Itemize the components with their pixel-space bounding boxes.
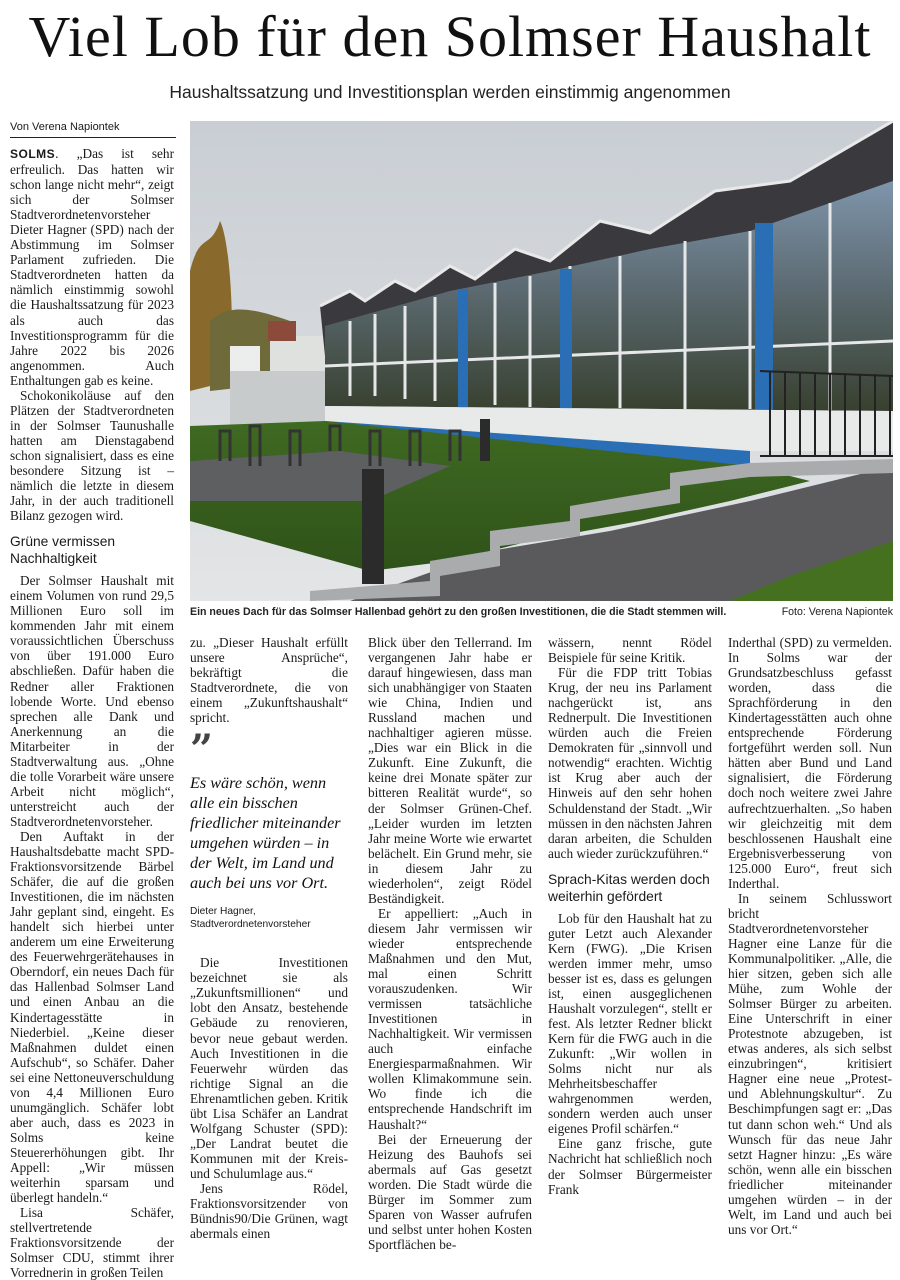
paragraph: wässern, nennt Rödel Beispiele für seine Kritik.: [548, 635, 712, 666]
photo-credit: Foto: Verena Napiontek: [781, 606, 893, 618]
paragraph: Er appelliert: „Auch in diesem Jahr vermissen wir wieder entsprechende Maßnahmen und den Mut, mal einen Schritt vorauszudenken. Wir vermissen tatsächliche Investitionen in Nachhaltigkeit. Wir vermissen auch einfache Energiesparmaßnahmen. Wir wollen Klimakommune sein. Wo finde ich die entsprechende Handschrift im Haushalt?“: [368, 905, 532, 1132]
paragraph: Lisa Schäfer, stellvertretende Fraktionsvorsitzende der Solmser CDU, stimmt ihrer Vorrednerin in großen Teilen: [10, 1205, 174, 1280]
article-column-2: [190, 635, 348, 1241]
paragraph: Blick über den Tellerrand. Im vergangenen Jahr habe er darauf hingewiesen, dass man sich unabhängiger von Staaten wie China, Indien und Russland machen und nachhaltiger agieren müsse. „Dies war ein Blick in die Zukunft. Eine Zukunft, die keine drei Monate später zur bitteren Realität wurde“, so der Solmser Grünen-Chef. „Leider wurden im letzten Jahr meine Worte wie erwartet belächelt. Ein Grund mehr, sie in diesem Jahr zu wiederholen“, zeigt Rödel Beständigkeit.: [368, 635, 532, 906]
subhead: Sprach-Kitas werden doch weiterhin gefördert: [548, 871, 710, 904]
pull-quote: [190, 726, 348, 931]
caption-text: Ein neues Dach für das Solmser Hallenbad gehört zu den großen Investitionen, die die Stadt stemmen will.: [190, 606, 727, 618]
article-column-4: [548, 635, 712, 1197]
paragraph: In seinem Schlusswort bricht Stadtverordnetenvorsteher Hagner eine Lanze für die Kommunalpolitiker. „Alle, die hier sitzen, geben sich alle Mühe, zum Wohle der Solmser Bürger zu arbeiten. Eine Unterschrift in einer Protestnote abzugeben, ist etwas anderes, als sich selbst einzubringen“, kritisiert Hagner eine neue „Protest- und Ablehnungskultur“. Zu Beschimpfungen sagt er: „Das tut dann schon weh.“ Und als Wunsch für das neue Jahr setzt Hagner hinzu: „Es wäre schön, wenn alle ein bisschen friedlicher miteinander umgehen würden – in der Welt, im Land und auch bei uns vor Ort.“: [728, 890, 892, 1237]
paragraph: Jens Rödel, Fraktionsvorsitzender von Bündnis90/Die Grünen, wagt abermals einen: [190, 1180, 348, 1242]
paragraph-text: . „Das ist sehr erfreulich. Das hatten wir schon lange nicht mehr“, zeigt sich der Solmser Stadtverordnetenvorsteher Dieter Hagner (SPD) nach der Abstimmung im Solmser Parlament zufrieden. Die Stadtverordneten hatten da nämlich einstimmig sowohl die Haushaltssatzung für 2023 als auch das Investitionsprogramm für die Jahre 2022 bis 2026 angenommen. Auch Enthaltungen gab es keine.: [10, 146, 174, 388]
paragraph: Die Investitionen bezeichnet sie als „Zukunftsmillionen“ und lobt den Ansatz, bestehende Gebäude zu renovieren, bevor neue gebaut werden. Auch Investitionen in die Feuerwehr würden das richtige Signal an die Ehrenamtlichen geben. Kritik übt Lisa Schäfer an Landrat Wolfgang Schuster (SPD): „Der Landrat beutet die Kommunen mit der Kreis- und Schulumlage aus.“: [190, 955, 348, 1181]
paragraph: Für die FDP tritt Tobias Krug, der neu ins Parlament nachgerückt ist, ans Rednerpult. Die Investitionen würden auch die Freien Demokraten für „sinnvoll und notwendig“ erachten. Wichtig ist Krug aber auch der Hinweis auf den sehr hohen Schuldenstand der Stadt. „Wir müssen in den nächsten Jahren daran arbeiten, die Schulden auch wieder zurückzuführen.“: [548, 665, 712, 861]
headline: Viel Lob für den Solmser Haushalt: [28, 4, 872, 69]
article-column-3: [368, 635, 532, 1252]
paragraph: Schokonikoläuse auf den Plätzen der Stadtverordneten in der Solmser Taunushalle hatten am Dienstagabend schon signalisiert, dass es eine besondere Sitzung ist – nämlich die letzte in diesem Jahr, in der auch traditionell Bilanz gezogen wird.: [10, 387, 174, 524]
subhead: Grüne vermissen Nachhaltigkeit: [10, 534, 116, 567]
paragraph: Der Solmser Haushalt mit einem Volumen von rund 29,5 Millionen Euro soll im kommenden Jahr mit einem voraussichtlichen Überschuss von über 191.000 Euro abschließen. Dafür haben die Redner aller Fraktionen lobende Worte. Und ebenso sprechen alle Dank und Anerkennung an die Mitarbeiter in der Stadtverwaltung aus. „Ohne die tolle Vorarbeit wäre unsere Arbeit nicht möglich“, unterstreicht auch der Stadtverordnetenvorsteher.: [10, 573, 174, 829]
photo-caption: [190, 606, 893, 622]
paragraph: Inderthal (SPD) zu vermelden. In Solms war der Grundsatzbeschluss gefasst worden, dass die Sprachförderung in den Kindertagesstätten auch ohne entsprechende Förderung fortgeführt werden soll. Nun hätten aber Bund und Land signalisiert, die Förderung doch noch weitere zwei Jahre aufrechtzuerhalten. „So haben wir gleichzeitig mit dem beschlossenen Haushalt eine Ergebnisverbesserung von 125.000 Euro“, freut sich Inderthal.: [728, 635, 892, 891]
paragraph: zu. „Dieser Haushalt erfüllt unsere Ansprüche“, bekräftigt die Stadtverordnete, die von einem „Zukunftshaushalt“ spricht.: [190, 635, 348, 726]
dateline: SOLMS: [10, 147, 56, 161]
article-photo: [190, 121, 893, 601]
paragraph: [10, 146, 174, 388]
quote-author: [190, 905, 348, 931]
quote-mark-icon: ”: [190, 726, 210, 774]
quote-text: Es wäre schön, wenn alle ein bisschen friedlicher miteinander umgehen würden – in der Welt, im Land und auch bei uns vor Ort.: [190, 774, 341, 893]
quote-author-role: Stadtverordnetenvorsteher: [190, 919, 311, 931]
paragraph: Eine ganz frische, gute Nachricht hat schließlich noch der Solmser Bürgermeister Frank: [548, 1136, 712, 1197]
quote-author-name: Dieter Hagner,: [190, 906, 256, 918]
swimming-hall-image: [190, 121, 893, 601]
subheadline: Haushaltssatzung und Investitionsplan werden einstimmig angenommen: [169, 82, 731, 102]
paragraph: Lob für den Haushalt hat zu guter Letzt auch Alexander Kern (FWG). „Die Krisen werden immer mehr, umso besser ist es, dass es gelungen ist, einen ausgeglichenen Haushalt vorzulegen“, stellt er fest. Als letzter Redner blickt Kern für die FWG auch in die Zukunft: „Wir wollen in Solms nicht nur als Mehrheitsbeschaffer wahrgenommen werden, sondern werden auch unser eigenes Profil schärfen.“: [548, 910, 712, 1137]
byline: Von Verena Napiontek: [10, 121, 176, 138]
article-column-1: [10, 146, 174, 1280]
paragraph: Bei der Erneuerung der Heizung des Bauhofs sei abermals auf Gas gesetzt worden. Die Stadt würde die Bürger im Sommer zum Sparen von Wasser aufrufen und selbst unter hohen Kosten Sportflächen be-: [368, 1131, 532, 1252]
paragraph: Den Auftakt in der Haushaltsdebatte macht SPD-Fraktionsvorsitzende Bärbel Schäfer, die auf die großen Investitionen, die im nächsten Jahr geplant sind, eingeht. Es handelt sich hierbei unter anderem um eine Erweiterung des Feuerwehrgerätehauses in Oberndorf, ein neues Dach für das Hallenbad Solmser Land und einen Anbau an die Kindertagesstätte in Niederbiel. „Keine dieser Maßnahmen duldet einen Aufschub“, so Schäfer. Daher sei eine Nettoneuverschuldung von 4,4 Millionen Euro unumgänglich. Schäfer lobt aber auch, dass es 2023 in Solms keine Steuererhöhungen gibt. Ihr Appell: „Wir müssen weiterhin sparsam und überlegt handeln.“: [10, 828, 174, 1206]
article-column-5: [728, 635, 892, 1237]
